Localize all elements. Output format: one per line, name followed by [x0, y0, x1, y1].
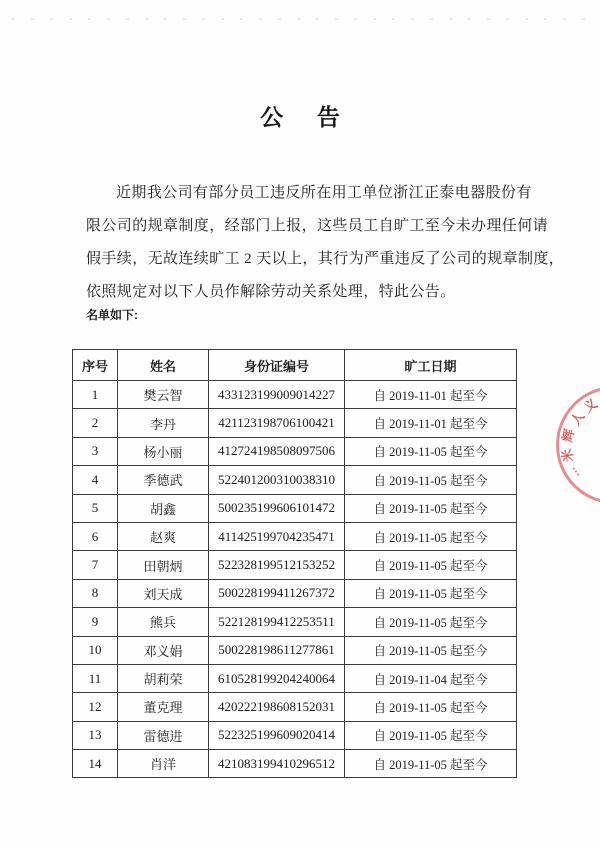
- body-paragraph: [86, 177, 565, 309]
- table-row: [73, 693, 517, 721]
- header-date: 旷工日期: [345, 350, 517, 381]
- cell-date: 自 2019-11-01 起至今: [345, 409, 517, 437]
- stamp-character: 米: [558, 447, 577, 464]
- cell-id: 433123199009014227: [209, 381, 345, 409]
- cell-date: 自 2019-11-05 起至今: [345, 693, 517, 721]
- cell-name: 肖洋: [118, 750, 209, 778]
- cell-name: 李丹: [118, 409, 209, 437]
- table-row: [73, 579, 517, 607]
- table-header-row: [73, 350, 517, 381]
- cell-no: 11: [73, 664, 118, 692]
- cell-date: 自 2019-11-05 起至今: [345, 522, 517, 550]
- table-body: [73, 381, 517, 778]
- header-id: 身份证编号: [209, 350, 345, 381]
- paragraph-line: 近期我公司有部分员工违反所在用工单位浙江正泰电器股份有: [116, 185, 532, 201]
- table-row: [73, 494, 517, 522]
- cell-id: 421123198706100421: [209, 409, 345, 437]
- cell-no: 5: [73, 494, 118, 522]
- stamp-character: 辉: [559, 427, 578, 444]
- cell-name: 赵爽: [118, 522, 209, 550]
- paragraph-line: 限公司的规章制度，经部门上报，这些员工自旷工至今未办理任何请: [86, 218, 549, 234]
- cell-id: 412724198508097506: [209, 437, 345, 465]
- cell-no: 2: [73, 409, 118, 437]
- paragraph-line: 假手续，无故连续旷工 2 天以上，其行为严重违反了公司的规章制度，: [86, 251, 565, 267]
- stamp-dots: …: [566, 464, 583, 481]
- cell-date: 自 2019-11-05 起至今: [345, 466, 517, 494]
- cell-date: 自 2019-11-05 起至今: [345, 437, 517, 465]
- cell-date: 自 2019-11-05 起至今: [345, 750, 517, 778]
- cell-no: 13: [73, 721, 118, 749]
- cell-date: 自 2019-11-05 起至今: [345, 636, 517, 664]
- cell-name: 胡鑫: [118, 494, 209, 522]
- table-row: [73, 750, 517, 778]
- table-row: [73, 721, 517, 749]
- table-row: [73, 466, 517, 494]
- table-row: [73, 636, 517, 664]
- table-row: [73, 437, 517, 465]
- cell-date: 自 2019-11-01 起至今: [345, 381, 517, 409]
- stamp-character: 人: [567, 408, 588, 429]
- cell-name: 刘天成: [118, 579, 209, 607]
- cell-no: 10: [73, 636, 118, 664]
- list-label: 名单如下:: [86, 308, 138, 322]
- cell-name: 董克理: [118, 693, 209, 721]
- cell-id: 421083199410296512: [209, 750, 345, 778]
- paragraph-line: 依照规定对以下人员作解除劳动关系处理，特此公告。: [86, 284, 456, 300]
- cell-id: 500235199606101472: [209, 494, 345, 522]
- table-row: [73, 551, 517, 579]
- cell-no: 9: [73, 608, 118, 636]
- cell-id: 500228199411267372: [209, 579, 345, 607]
- cell-date: 自 2019-11-05 起至今: [345, 579, 517, 607]
- cell-date: 自 2019-11-04 起至今: [345, 664, 517, 692]
- cell-id: 500228198611277861: [209, 636, 345, 664]
- header-no: 序号: [73, 350, 118, 381]
- cell-name: 杨小丽: [118, 437, 209, 465]
- cell-date: 自 2019-11-05 起至今: [345, 608, 517, 636]
- cell-date: 自 2019-11-05 起至今: [345, 551, 517, 579]
- table-row: [73, 522, 517, 550]
- scan-artifact: [12, 18, 588, 20]
- table-row: [73, 409, 517, 437]
- cell-no: 1: [73, 381, 118, 409]
- header-name: 姓名: [118, 350, 209, 381]
- cell-no: 14: [73, 750, 118, 778]
- cell-name: 田朝炳: [118, 551, 209, 579]
- cell-id: 522325199609020414: [209, 721, 345, 749]
- table-row: [73, 381, 517, 409]
- cell-id: 610528199204240064: [209, 664, 345, 692]
- cell-date: 自 2019-11-05 起至今: [345, 721, 517, 749]
- cell-name: 樊云智: [118, 381, 209, 409]
- cell-name: 季德武: [118, 466, 209, 494]
- page-title: 公 告: [260, 105, 354, 130]
- cell-no: 8: [73, 579, 118, 607]
- cell-no: 4: [73, 466, 118, 494]
- cell-name: 雷德进: [118, 721, 209, 749]
- cell-no: 7: [73, 551, 118, 579]
- cell-no: 6: [73, 522, 118, 550]
- cell-id: 411425199704235471: [209, 522, 345, 550]
- cell-name: 胡莉荣: [118, 664, 209, 692]
- cell-no: 3: [73, 437, 118, 465]
- cell-name: 邓义娟: [118, 636, 209, 664]
- cell-id: 522128199412253511: [209, 608, 345, 636]
- stamp-character: 义: [580, 395, 600, 416]
- cell-id: 522401200310038310: [209, 466, 345, 494]
- cell-no: 12: [73, 693, 118, 721]
- table-row: [73, 664, 517, 692]
- absentee-table: [72, 349, 517, 778]
- table-row: [73, 608, 517, 636]
- cell-id: 522328199512153252: [209, 551, 345, 579]
- cell-id: 420222198608152031: [209, 693, 345, 721]
- cell-date: 自 2019-11-05 起至今: [345, 494, 517, 522]
- cell-name: 熊兵: [118, 608, 209, 636]
